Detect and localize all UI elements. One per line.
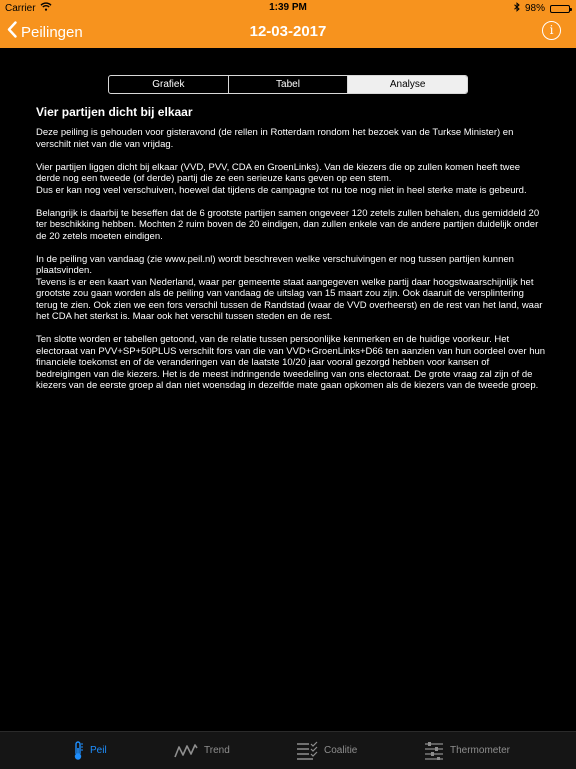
tab-label: Coalitie bbox=[324, 745, 358, 756]
analysis-article bbox=[36, 104, 546, 403]
article-paragraph: In de peiling van vandaag (zie www.peil.nl) wordt beschreven welke verschuivingen er nog tussen partijen kunnen plaatsvinden. Tevens is er een kaart van Nederland, waar per gemeente staat aangegeven welke partij daar hoogstwaarschijnlijk het grootste zou gaan worden als de peiling van vandaag de uitslag van 15 maart zou zijn. Ook daaruit de versplintering terug te zien. Ook zien we een fors verschil tussen de Randstad (waar de VVD overheerst) en de rest van het land, waar het CDA het sterkst is. Maar ook het verschil tussen steden en de rest. bbox=[36, 253, 543, 322]
article-title: Vier partijen dicht bij elkaar bbox=[36, 105, 193, 119]
chevron-left-icon bbox=[7, 21, 17, 43]
segment-tabel[interactable]: Tabel bbox=[228, 76, 348, 93]
article-paragraph: Vier partijen liggen dicht bij elkaar (VVD, PVV, CDA en GroenLinks). Van de kiezers die op zullen komen heeft twee derde nog een tweede (of derde) partij die ze een serieuze kans geven op een stem. Dus er kan nog veel verschuiven, hoewel dat tijdens de campagne tot nu toe nog niet in heel sterke mate is gebeurd. bbox=[36, 161, 527, 196]
tab-peil[interactable] bbox=[72, 732, 107, 769]
status-bar bbox=[0, 0, 576, 16]
carrier-label: Carrier bbox=[5, 2, 36, 14]
tab-label: Thermometer bbox=[450, 745, 511, 756]
tab-label: Trend bbox=[204, 745, 230, 756]
tab-trend[interactable] bbox=[174, 732, 230, 769]
tab-label: Peil bbox=[90, 745, 107, 756]
trend-icon bbox=[174, 743, 198, 759]
view-segmented-control bbox=[108, 75, 468, 94]
status-time: 1:39 PM bbox=[269, 2, 307, 13]
segment-analyse[interactable]: Analyse bbox=[347, 76, 467, 93]
back-button-label: Peilingen bbox=[21, 23, 83, 41]
back-button[interactable] bbox=[7, 21, 83, 43]
thermometer-icon bbox=[72, 741, 84, 761]
segment-grafiek[interactable]: Grafiek bbox=[152, 79, 185, 90]
sliders-icon bbox=[424, 742, 444, 760]
battery-percentage: 98% bbox=[524, 3, 545, 14]
tab-coalitie[interactable] bbox=[296, 732, 357, 769]
status-right bbox=[514, 2, 570, 15]
article-paragraph: Deze peiling is gehouden voor gisteravond (de rellen in Rotterdam rondom het bezoek van de Turkse Minister) en verschilt niet van die van vrijdag. bbox=[36, 127, 514, 150]
coalition-icon bbox=[296, 741, 318, 761]
bluetooth-icon bbox=[514, 2, 520, 15]
battery-icon bbox=[550, 5, 570, 13]
tab-bar bbox=[0, 731, 576, 769]
tab-thermometer[interactable] bbox=[424, 732, 510, 769]
navigation-bar bbox=[0, 16, 576, 48]
article-body bbox=[36, 127, 546, 392]
article-paragraph: Ten slotte worden er tabellen getoond, van de relatie tussen persoonlijke kenmerken en de huidige voorkeur. Het electoraat van PVV+SP+50PLUS verschilt fors van die van VVD+GroenLinks+D66 ten aanzien van hun oordeel over hun financiele toekomst en of de veranderingen van de laatste 10/20 jaar vooral gezorgd hebben voor kansen of bedreigingen van die kiezers. Het is de meest indringende tweedeling van ons electoraat. De grote vraag zal zijn of de kiezers van de eerste groep al dan niet woensdag in dezelfde mate gaan opkomen als de kiezers van de tweede groep. bbox=[36, 334, 546, 391]
info-icon[interactable]: i bbox=[542, 21, 561, 40]
article-paragraph: Belangrijk is daarbij te beseffen dat de 6 grootste partijen samen ongeveer 120 zetels zullen behalen, dus gemiddeld 20 ter beschikking hebben. Mochten 2 ruim boven de 20 eindigen, dan zullen enkele van de andere partijen duidelijk onder de 20 zetels moeten eindigen. bbox=[36, 207, 540, 242]
page-title: 12-03-2017 bbox=[249, 23, 327, 40]
